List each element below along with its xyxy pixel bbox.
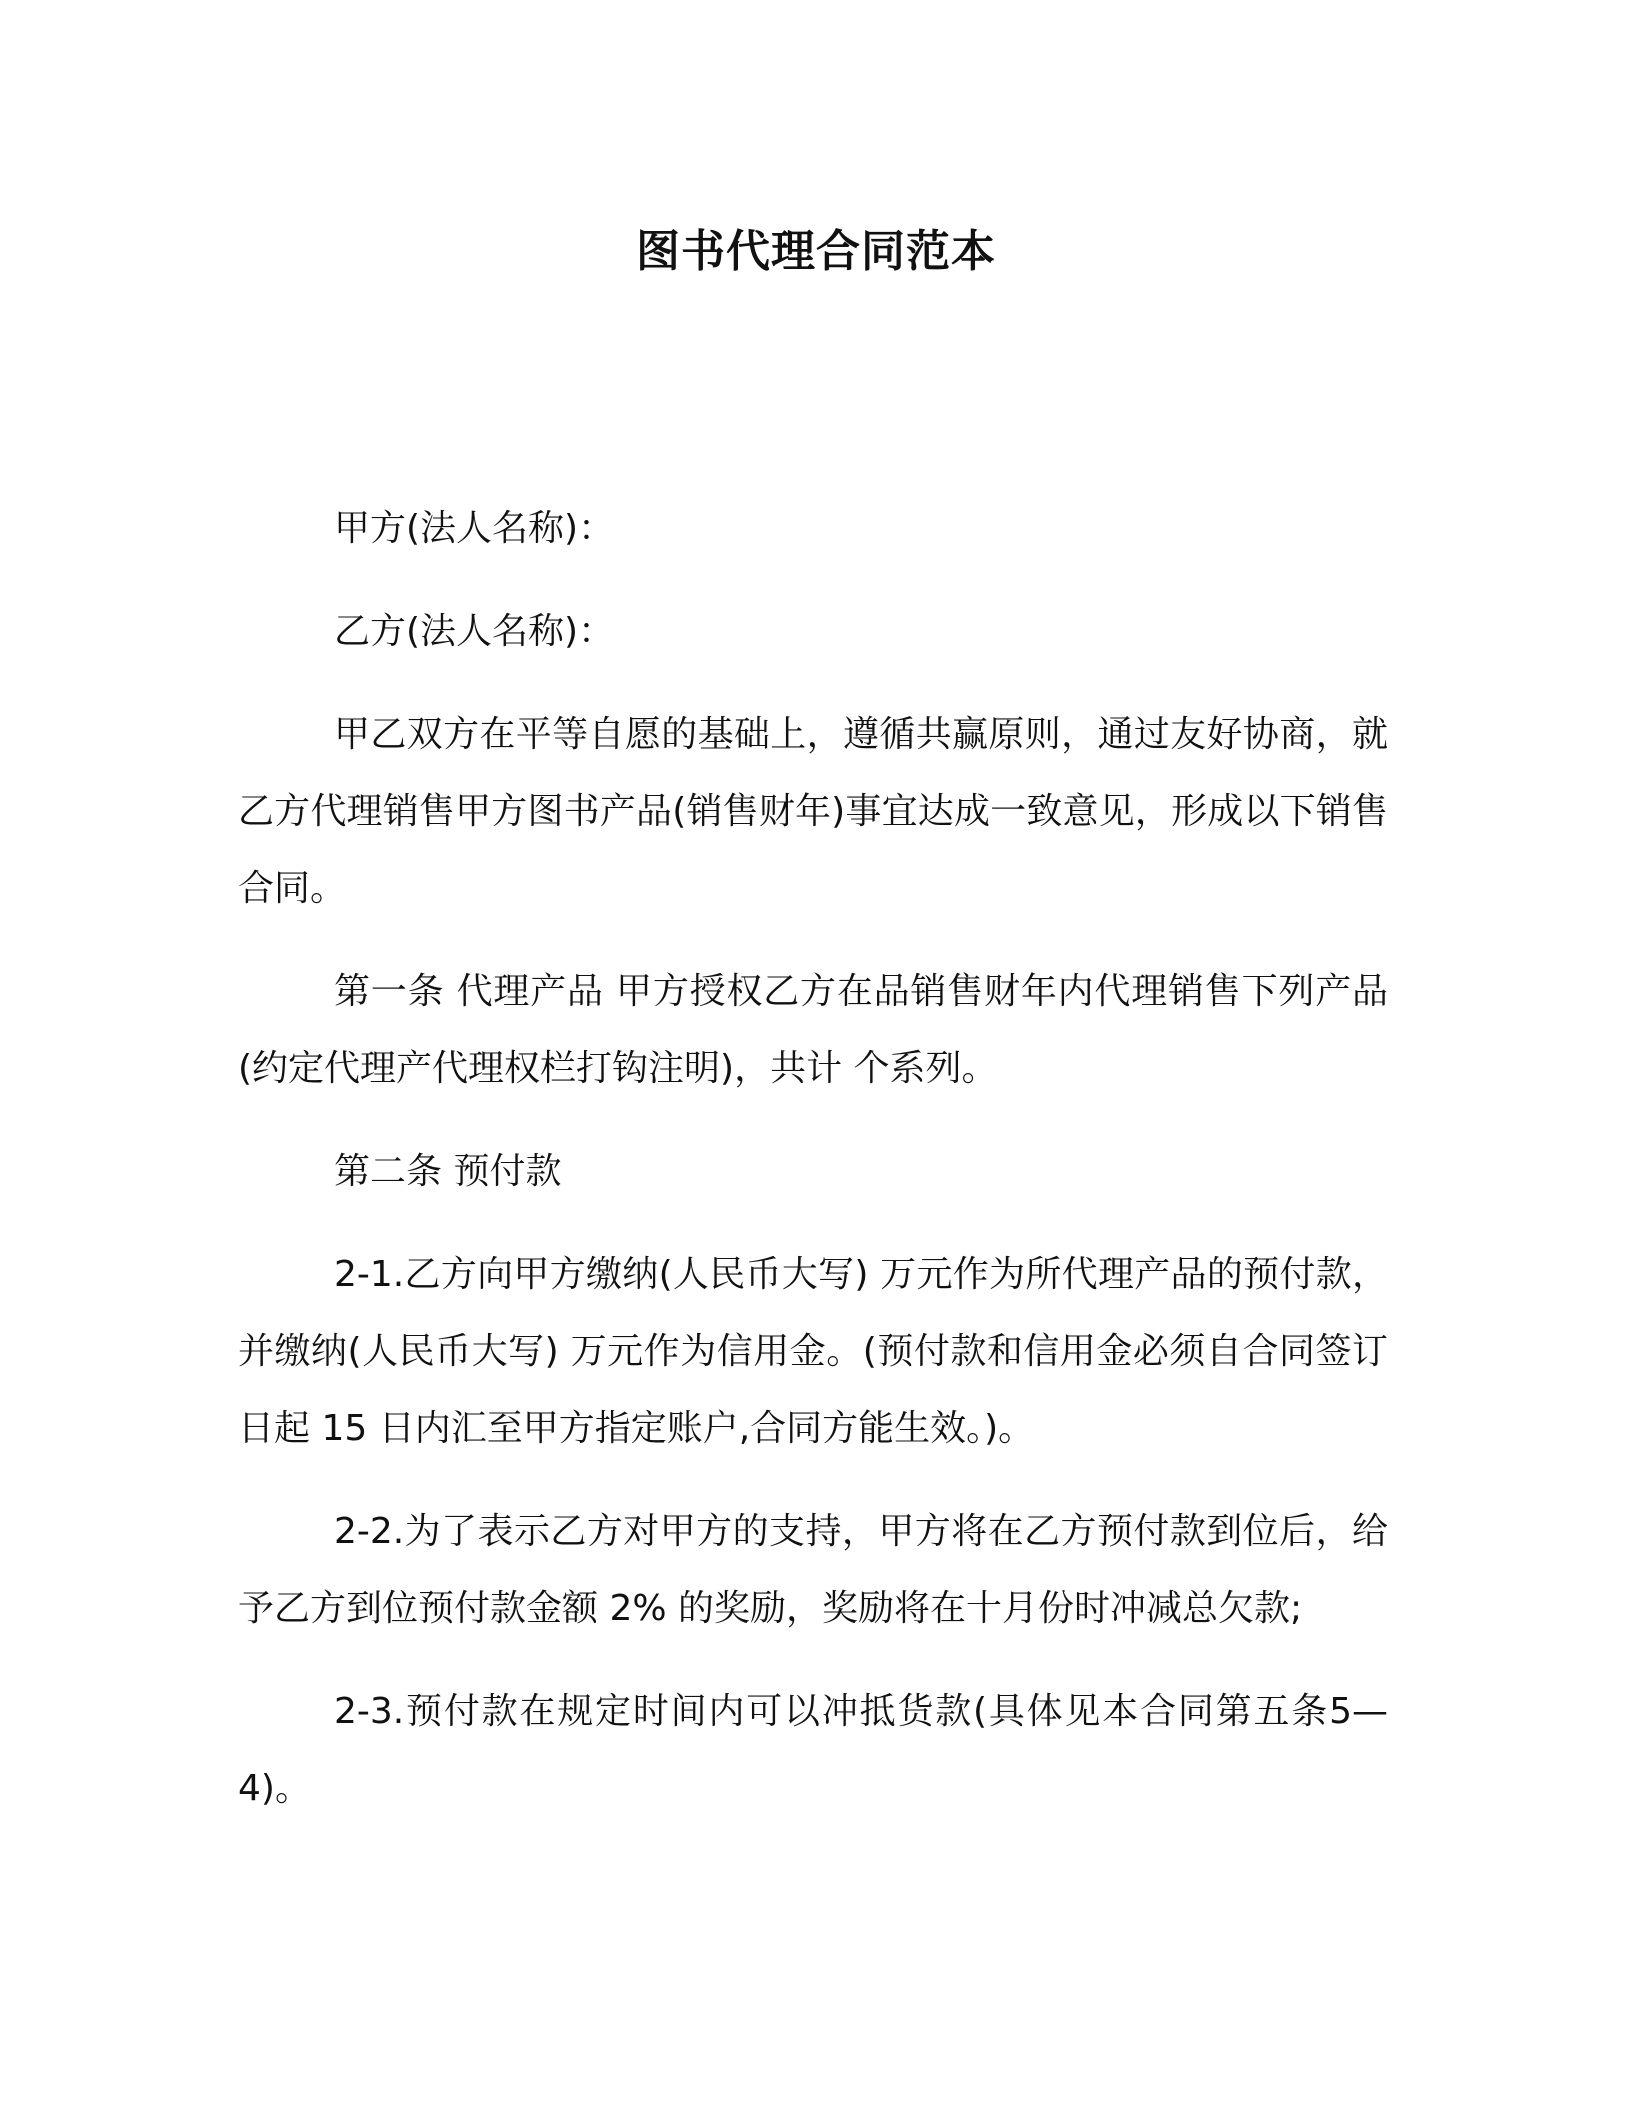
preamble-paragraph: 甲乙双方在平等自愿的基础上，遵循共赢原则，通过友好协商，就乙方代理销售甲方图书产品(销售财年)事宜达成一致意见，形成以下销售合同。 [238,714,1388,909]
clause-2-3-paragraph: 2-3.预付款在规定时间内可以冲抵货款(具体见本合同第五条5—4)。 [238,1691,1388,1809]
document-body [238,490,1388,1853]
article-2-heading: 第二条 预付款 [334,1151,562,1192]
clause-2-1-paragraph: 2-1.乙方向甲方缴纳(人民币大写) 万元作为所代理产品的预付款，并缴纳(人民币大写) 万元作为信用金。(预付款和信用金必须自合同签订日起 15 日内汇至甲方指定账户,合同方能生效。)。 [238,1254,1388,1449]
document-title: 图书代理合同范本 [636,226,996,277]
party-a-line: 甲方(法人名称)： [334,508,615,549]
article-1-paragraph: 第一条 代理产品 甲方授权乙方在品销售财年内代理销售下列产品(约定代理产代理权栏打钩注明)，共计 个系列。 [238,971,1388,1089]
clause-2-2-paragraph: 2-2.为了表示乙方对甲方的支持，甲方将在乙方预付款到位后，给予乙方到位预付款金额 2% 的奖励，奖励将在十月份时冲减总欠款; [238,1511,1388,1629]
party-b-line: 乙方(法人名称)： [334,611,615,652]
